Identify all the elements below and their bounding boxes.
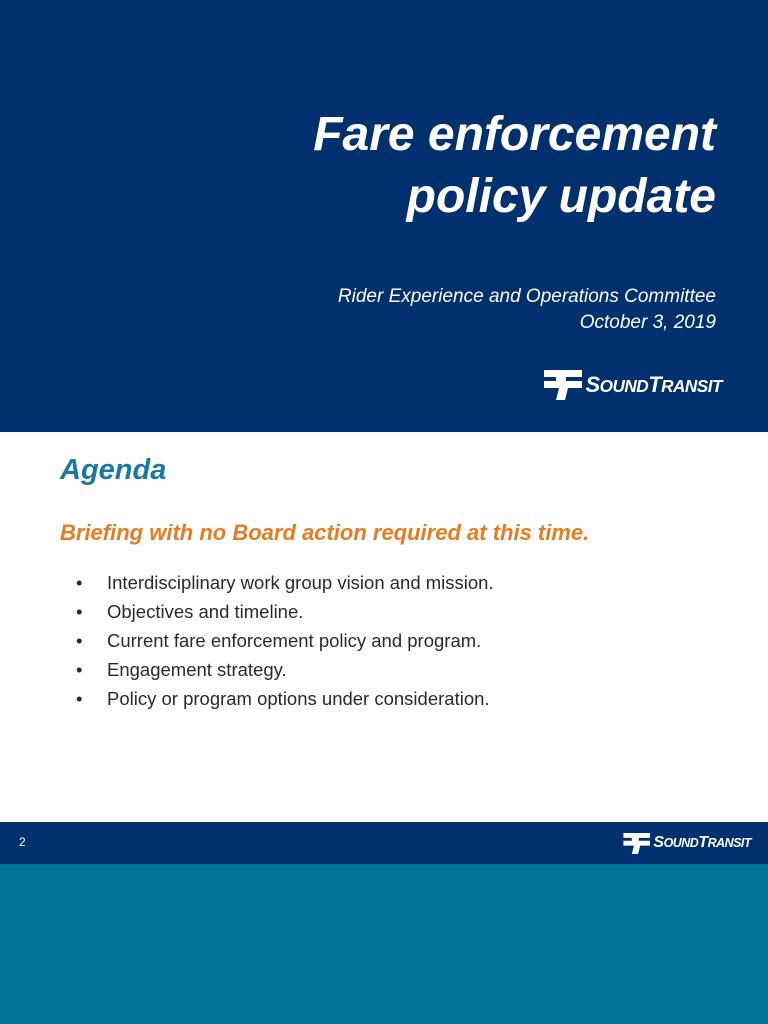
title-line-1: Fare enforcement bbox=[313, 108, 716, 161]
bullet-icon: • bbox=[76, 688, 83, 709]
bullet-icon: • bbox=[76, 630, 83, 651]
background-band bbox=[0, 864, 768, 1024]
agenda-item bbox=[76, 626, 494, 655]
agenda-item-text: Objectives and timeline. bbox=[107, 601, 304, 622]
agenda-item bbox=[76, 597, 494, 626]
agenda-item bbox=[76, 684, 494, 713]
agenda-item-text: Interdisciplinary work group vision and mission. bbox=[107, 572, 494, 593]
agenda-item bbox=[76, 568, 494, 597]
agenda-item-text: Current fare enforcement policy and program. bbox=[107, 630, 482, 651]
page-number: 2 bbox=[19, 835, 26, 849]
agenda-item-text: Engagement strategy. bbox=[107, 659, 287, 680]
agenda-item bbox=[76, 655, 494, 684]
logo-wordmark: SOUNDTRANSIT bbox=[585, 372, 722, 397]
bullet-icon: • bbox=[76, 659, 83, 680]
title-slide bbox=[0, 0, 768, 432]
slide-title bbox=[96, 104, 716, 228]
agenda-list bbox=[76, 568, 494, 713]
sound-transit-logo bbox=[542, 370, 722, 400]
bullet-icon: • bbox=[76, 601, 83, 622]
sound-transit-logo-icon bbox=[542, 370, 582, 400]
meeting-date: October 3, 2019 bbox=[579, 312, 716, 333]
committee-name: Rider Experience and Operations Committee bbox=[337, 286, 716, 307]
agenda-item-text: Policy or program options under consideration. bbox=[107, 688, 490, 709]
agenda-heading: Agenda bbox=[60, 454, 167, 486]
agenda-slide bbox=[0, 432, 768, 864]
title-line-2: policy update bbox=[406, 170, 716, 223]
bullet-icon: • bbox=[76, 572, 83, 593]
briefing-note: Briefing with no Board action required at this time. bbox=[60, 520, 590, 545]
slide-subtitle bbox=[96, 284, 716, 336]
sound-transit-logo-icon bbox=[622, 833, 650, 854]
logo-wordmark: SOUNDTRANSIT bbox=[653, 834, 751, 851]
footer-logo bbox=[622, 832, 751, 854]
